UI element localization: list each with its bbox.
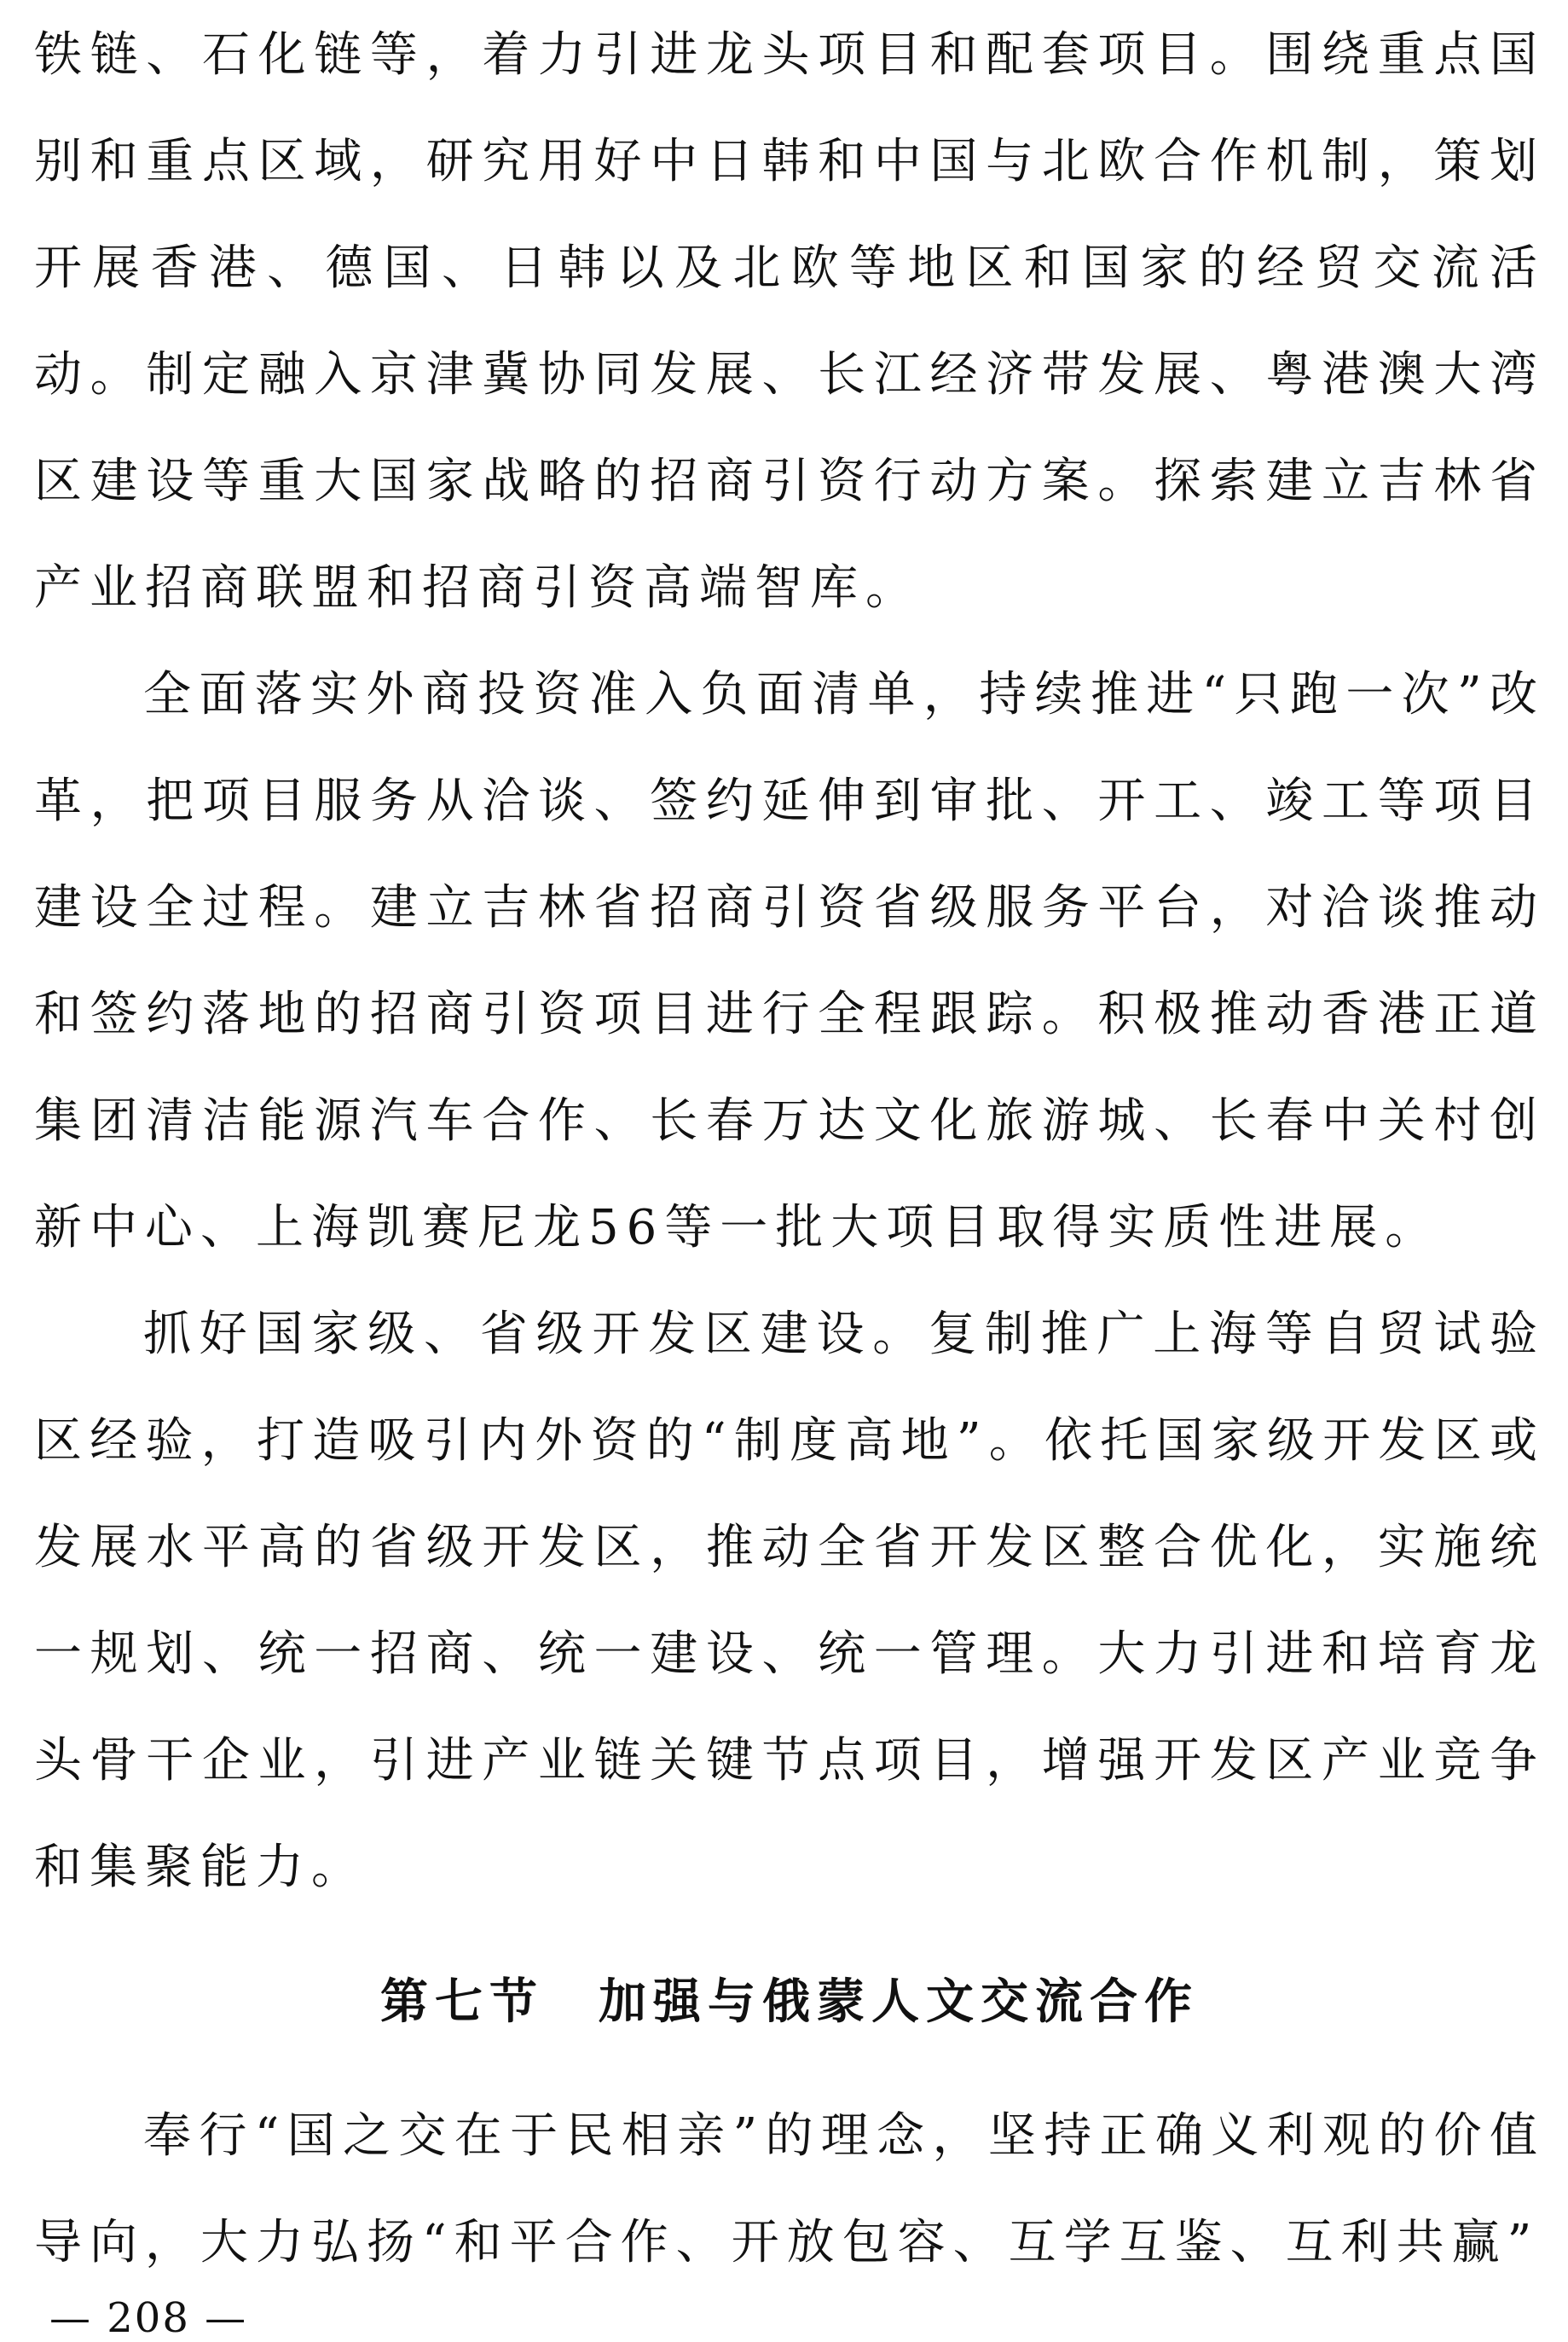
document-body [34,2,1545,2296]
page-number: — 208 — [49,2294,248,2342]
section-heading: 第七节 加强与俄蒙人文交流合作 [380,1974,1199,2030]
body-paragraph-3: 抓好国家级、省级开发区建设。复制推广上海等自贸试验区经验，打造吸引内外资的“制度高地”。依托国家级开发区或发展水平高的省级开发区，推动全省开发区整合优化，实施统一规划、统一招商、统一建设、统一管理。大力引进和培育龙头骨干企业，引进产业链关键节点项目，增强开发区产业竞争和集聚能力。 [34,1307,1545,1895]
body-paragraph-4: 奉行“国之交在于民相亲”的理念，坚持正确义利观的价值导向，大力弘扬“和平合作、开放包容、互学互鉴、互利共赢” [34,2108,1545,2270]
body-paragraph-2: 全面落实外商投资准入负面清单，持续推进“只跑一次”改革，把项目服务从洽谈、签约延伸到审批、开工、竣工等项目建设全过程。建立吉林省招商引资省级服务平台，对洽谈推动和签约落地的招商引资项目进行全程跟踪。积极推动香港正道集团清洁能源汽车合作、长春万达文化旅游城、长春中关村创新中心、上海凯赛尼龙56等一批大项目取得实质性进展。 [34,667,1545,1255]
body-paragraph-1: 铁链、石化链等，着力引进龙头项目和配套项目。围绕重点国别和重点区域，研究用好中日韩和中国与北欧合作机制，策划开展香港、德国、日韩以及北欧等地区和国家的经贸交流活动。制定融入京津冀协同发展、长江经济带发展、粤港澳大湾区建设等重大国家战略的招商引资行动方案。探索建立吉林省产业招商联盟和招商引资高端智库。 [34,27,1545,616]
